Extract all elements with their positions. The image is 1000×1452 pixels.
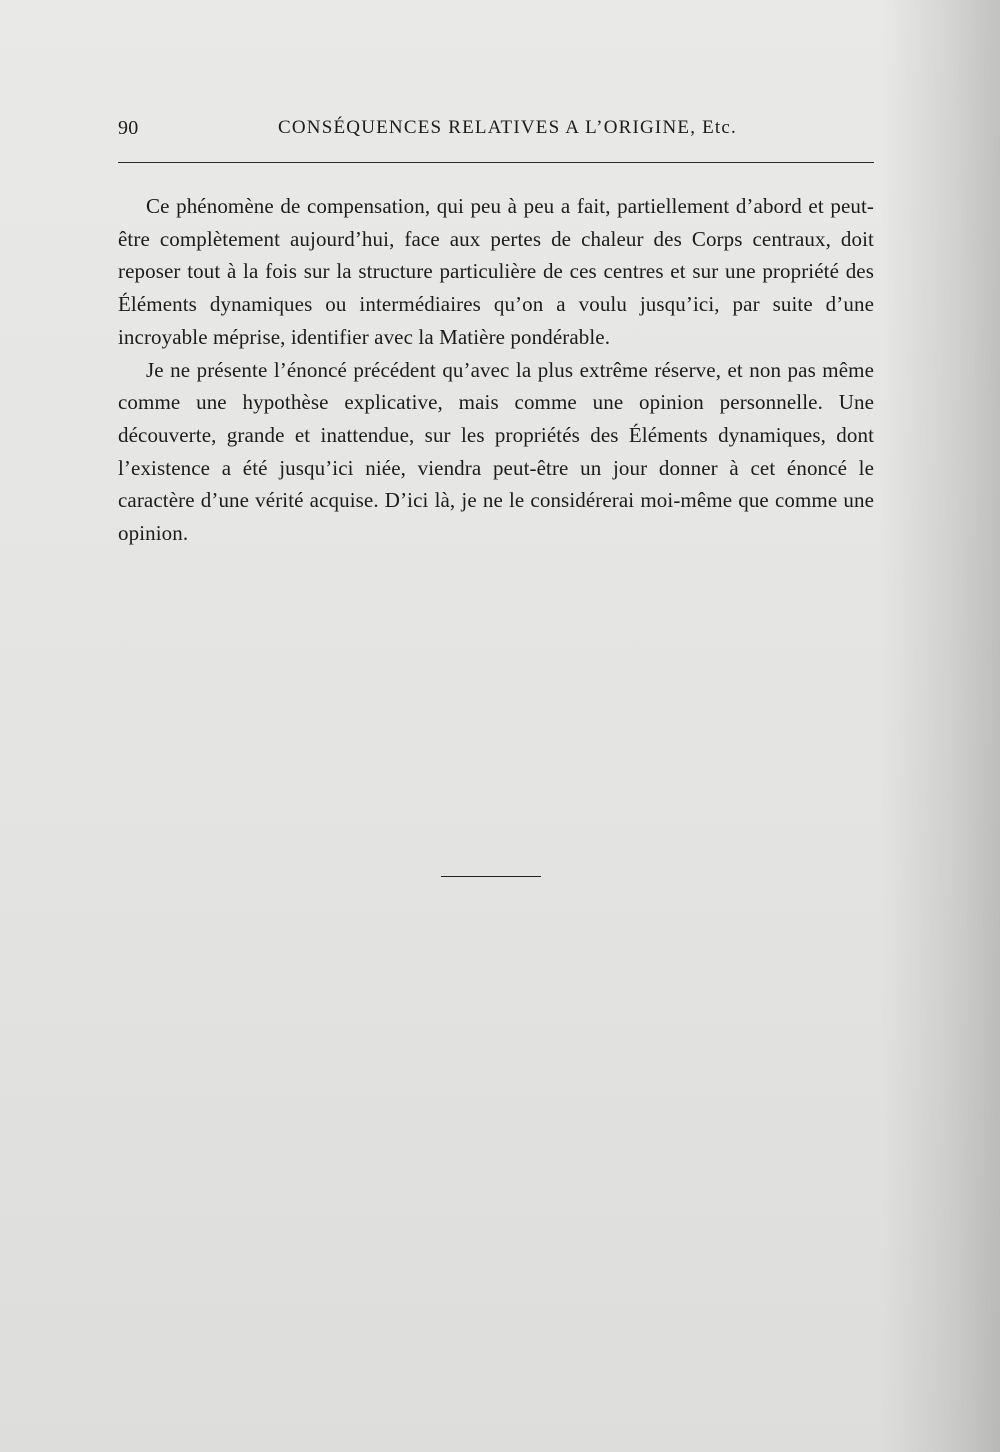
paragraph: Ce phénomène de compensation, qui peu à peu a fait, partiellement d’abord et peut-être complètement aujourd’hui, face aux pertes de chaleur des Corps centraux, doit reposer tout à la fois sur la structure particulière de ces centres et sur une propriété des Éléments dynamiques ou intermédiaires qu’on a voulu jusqu’ici, par suite d’une incroyable méprise, identifier avec la Matière pondérable. xyxy=(118,194,874,349)
page-number: 90 xyxy=(118,117,139,139)
running-head xyxy=(118,114,874,142)
paragraph: Je ne présente l’énoncé précédent qu’avec la plus extrême réserve, et non pas même comme une hypothèse explicative, mais comme une opinion personnelle. Une découverte, grande et inattendue, sur les propriétés des Éléments dynamiques, dont l’existence a été jusqu’ici niée, viendra peut-être un jour donner à cet énoncé le caractère d’une vérité acquise. D’ici là, je ne le considérerai moi-même que comme une opinion. xyxy=(118,357,874,546)
header-rule xyxy=(118,162,874,163)
section-end-rule xyxy=(441,876,541,877)
running-title: CONSÉQUENCES RELATIVES A L’ORIGINE, Etc. xyxy=(278,117,737,138)
body-text xyxy=(118,190,874,550)
